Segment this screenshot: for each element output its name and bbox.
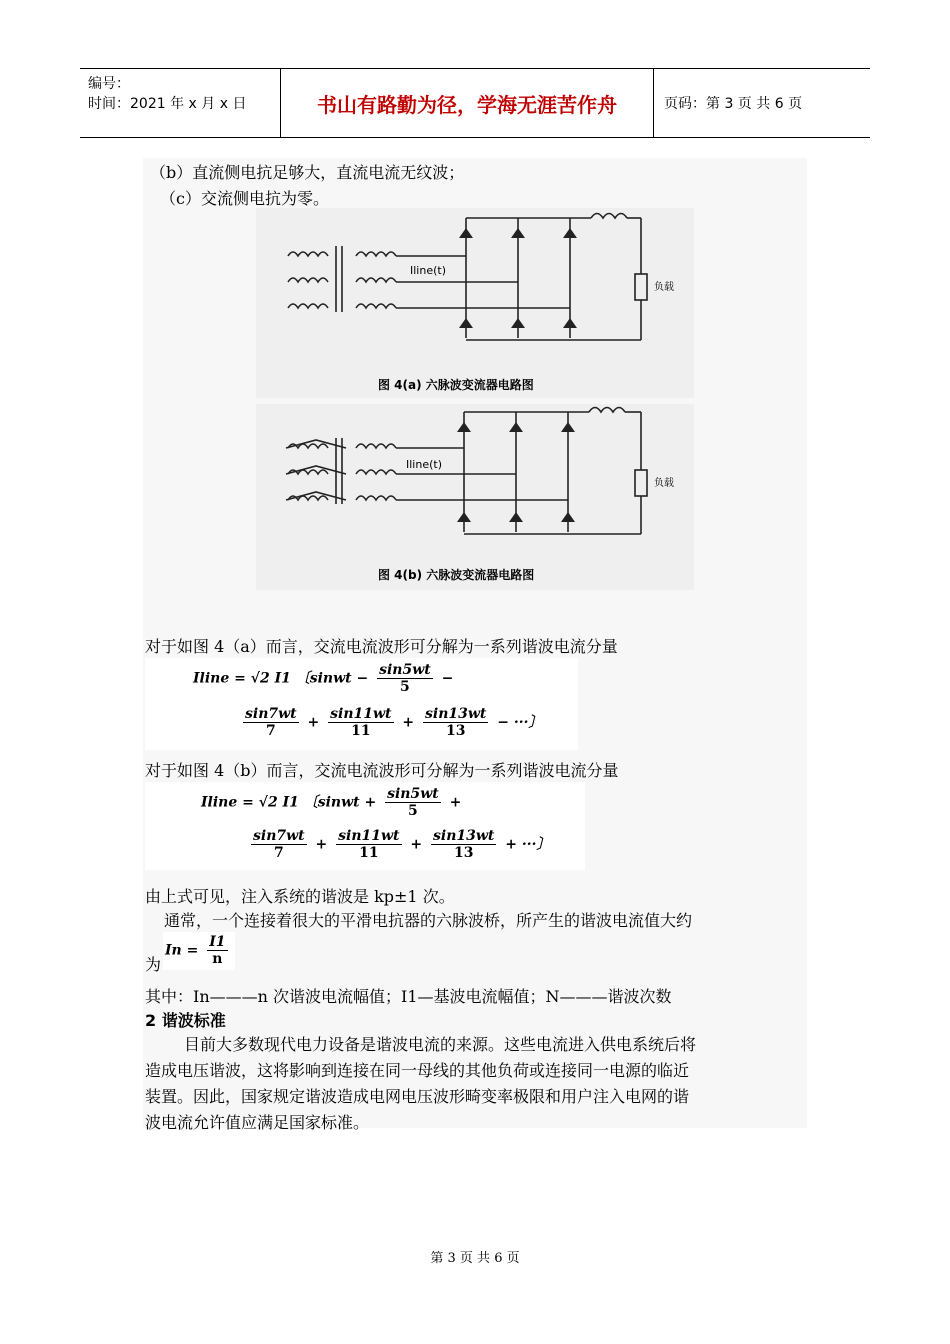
eq-a-frac11-num: sin11wt xyxy=(330,706,392,722)
eq-b-line1-tail: + xyxy=(449,794,462,811)
eq-b-frac7-num: sin7wt xyxy=(253,828,305,844)
eq-c-lhs: In = xyxy=(165,942,199,959)
paragraph-wei: 为 xyxy=(145,955,162,974)
eq-b-frac13-num: sin13wt xyxy=(433,828,495,844)
load-label-a: 负载 xyxy=(654,282,674,293)
eq-a-frac13-num: sin13wt xyxy=(425,706,487,722)
equation-4b xyxy=(145,782,585,870)
eq-a-frac5-den: 5 xyxy=(400,679,410,695)
paragraph-kp: 由上式可见，注入系统的谐波是 kp±1 次。 xyxy=(145,887,455,906)
eq-a-frac11-den: 11 xyxy=(351,723,371,739)
eq-b-frac13-den: 13 xyxy=(453,845,474,861)
paragraph-fig-b: 对于如图 4（b）而言，交流电流波形可分解为一系列谐波电流分量 xyxy=(145,761,619,780)
section-line-2: 造成电压谐波，这将影响到连接在同一母线的其他负荷或连接同一电源的临近 xyxy=(145,1061,690,1080)
figure-4b xyxy=(256,404,694,590)
number-label: 编号： xyxy=(88,76,130,92)
eq-b-frac5-num: sin5wt xyxy=(387,786,439,802)
eq-c-den: n xyxy=(212,951,223,967)
eq-a-end: − ···〕 xyxy=(497,714,543,731)
eq-a-plus-1: + xyxy=(307,714,320,731)
eq-b-plus-2: + xyxy=(410,836,423,853)
eq-a-frac7-num: sin7wt xyxy=(245,706,297,722)
eq-a-frac13-den: 13 xyxy=(445,723,466,739)
load-label-b: 负载 xyxy=(654,478,674,489)
eq-b-lhs: Iline = √2 I1 〔sinwt + xyxy=(201,794,377,811)
time-label: 时间：2021 年 x 月 x 日 xyxy=(88,96,247,112)
section-title: 2 谐波标准 xyxy=(145,1011,226,1030)
page-header xyxy=(80,68,870,138)
eq-a-line1-tail: − xyxy=(441,670,454,687)
eq-a-frac5-num: sin5wt xyxy=(379,662,431,678)
eq-b-frac11-num: sin11wt xyxy=(338,828,400,844)
header-page-info: 页码：第 3 页 共 6 页 xyxy=(664,96,803,112)
paragraph-typical: 通常，一个连接着很大的平滑电抗器的六脉波桥，所产生的谐波电流值大约 xyxy=(164,911,693,930)
circuit-diagram-4a xyxy=(256,208,694,398)
eq-b-frac5-den: 5 xyxy=(408,803,418,819)
paragraph-where: 其中：In———n 次谐波电流幅值；I1—基波电流幅值；N———谐波次数 xyxy=(145,987,672,1006)
header-motto: 书山有路勤为径，学海无涯苦作舟 xyxy=(281,69,654,137)
eq-b-plus-1: + xyxy=(315,836,328,853)
eq-c-num: I1 xyxy=(209,934,226,950)
eq-b-end: + ···〕 xyxy=(505,836,551,853)
eq-a-lhs: Iline = √2 I1 〔sinwt − xyxy=(193,670,369,687)
eq-a-frac7-den: 7 xyxy=(265,723,276,739)
iline-label-a: Iline(t) xyxy=(410,264,446,277)
header-meta xyxy=(80,69,281,137)
figure-4a-caption: 图 4(a) 六脉波变流器电路图 xyxy=(378,378,534,392)
equation-4a xyxy=(145,658,578,750)
paragraph-fig-a: 对于如图 4（a）而言，交流电流波形可分解为一系列谐波电流分量 xyxy=(145,637,618,656)
equation-in xyxy=(163,932,235,970)
circuit-diagram-4b xyxy=(256,404,694,590)
eq-a-plus-2: + xyxy=(402,714,415,731)
iline-label-b: Iline(t) xyxy=(406,458,442,471)
figure-4b-caption: 图 4(b) 六脉波变流器电路图 xyxy=(378,568,535,582)
condition-c: （c）交流侧电抗为零。 xyxy=(160,189,329,208)
eq-b-frac7-den: 7 xyxy=(273,845,284,861)
section-line-3: 装置。因此，国家规定谐波造成电网电压波形畸变率极限和用户注入电网的谐 xyxy=(145,1087,690,1106)
section-line-1: 目前大多数现代电力设备是谐波电流的来源。这些电流进入供电系统后将 xyxy=(184,1035,697,1054)
section-line-4: 波电流允许值应满足国家标准。 xyxy=(145,1113,370,1132)
eq-b-frac11-den: 11 xyxy=(359,845,379,861)
page-footer: 第 3 页 共 6 页 xyxy=(430,1251,520,1266)
condition-b: （b）直流侧电抗足够大，直流电流无纹波； xyxy=(150,163,465,182)
figure-4a xyxy=(256,208,694,398)
